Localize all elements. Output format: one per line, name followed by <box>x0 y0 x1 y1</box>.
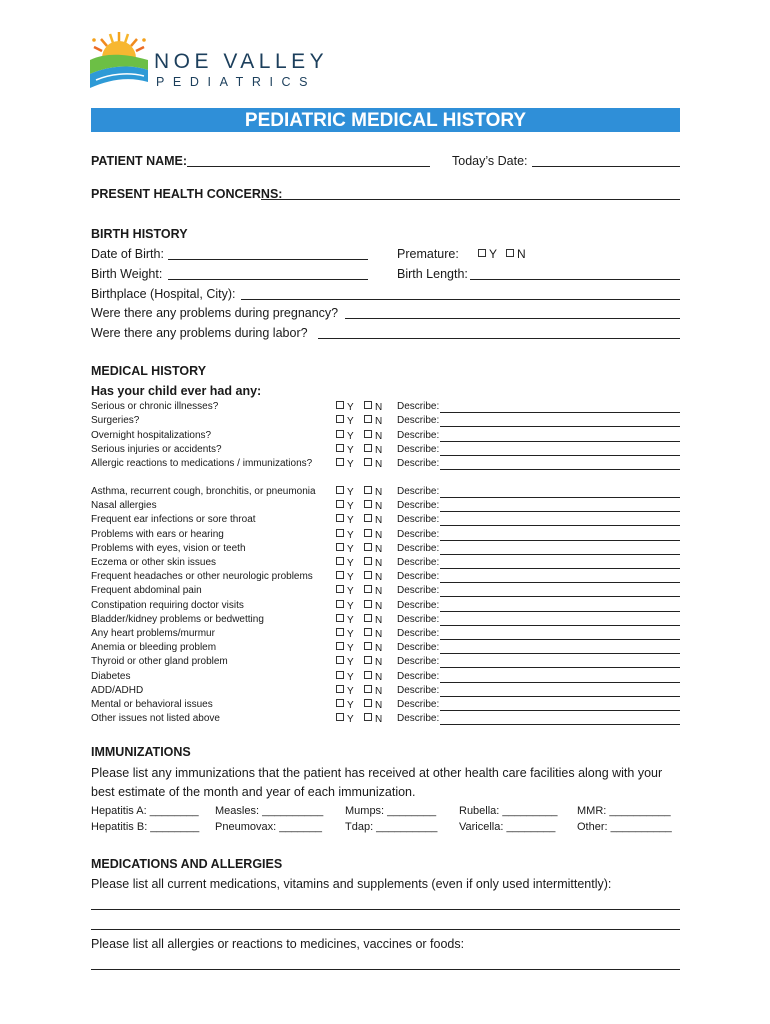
describe-field[interactable] <box>440 455 680 456</box>
immunization-field[interactable]: Measles: __________ <box>215 805 324 817</box>
premature-yes-checkbox[interactable]: Y <box>478 247 497 261</box>
immunization-field[interactable]: Hepatitis A: ________ <box>91 805 199 817</box>
checkbox-icon <box>336 671 344 679</box>
patient-name-field[interactable] <box>187 166 430 167</box>
describe-label: Describe: <box>397 642 440 654</box>
checkbox-icon <box>336 444 344 452</box>
immunization-field[interactable]: Pneumovax: _______ <box>215 821 323 833</box>
checkbox-icon <box>336 415 344 423</box>
yes-checkbox[interactable]: Y <box>336 699 354 711</box>
describe-field[interactable] <box>440 611 680 612</box>
allergies-line-1[interactable] <box>91 969 680 970</box>
condition-label: Allergic reactions to medications / immunizations? <box>91 458 313 470</box>
no-checkbox[interactable]: N <box>364 600 382 612</box>
describe-field[interactable] <box>440 540 680 541</box>
checkbox-icon <box>336 529 344 537</box>
condition-label: Frequent abdominal pain <box>91 585 202 597</box>
present-health-concerns-label: PRESENT HEALTH CONCERNS: <box>91 187 283 201</box>
no-checkbox[interactable]: N <box>364 500 382 512</box>
immunization-field[interactable]: Other: __________ <box>577 821 672 833</box>
checkbox-icon <box>478 249 486 257</box>
checkbox-icon <box>336 713 344 721</box>
describe-label: Describe: <box>397 628 440 639</box>
no-checkbox[interactable]: N <box>364 543 382 555</box>
checkbox-icon <box>506 249 514 257</box>
immunization-field[interactable]: Tdap: __________ <box>345 821 438 833</box>
describe-label: Describe: <box>397 613 440 625</box>
condition-label: Any heart problems/murmur <box>91 628 215 639</box>
medical-history-subheading: Has your child ever had any: <box>91 384 262 398</box>
yes-checkbox[interactable]: Y <box>336 628 354 640</box>
checkbox-icon <box>364 529 372 537</box>
describe-label: Describe: <box>397 415 440 427</box>
checkbox-icon <box>336 557 344 565</box>
describe-field[interactable] <box>440 639 680 640</box>
checkbox-icon <box>336 514 344 522</box>
medications-instructions: Please list all current medications, vitamins and supplements (even if only used intermittently): <box>91 877 612 891</box>
medications-line-1[interactable] <box>91 909 680 910</box>
no-checkbox[interactable]: N <box>364 529 382 541</box>
describe-field[interactable] <box>440 696 680 697</box>
no-checkbox[interactable]: N <box>364 671 382 683</box>
checkbox-icon <box>336 628 344 636</box>
checkbox-icon <box>364 671 372 679</box>
describe-field[interactable] <box>440 412 680 413</box>
birth-history-heading: BIRTH HISTORY <box>91 227 188 241</box>
describe-field[interactable] <box>440 582 680 583</box>
describe-label: Describe: <box>397 458 440 470</box>
checkbox-icon <box>364 600 372 608</box>
yes-checkbox[interactable]: Y <box>336 671 354 683</box>
yes-checkbox[interactable]: Y <box>336 514 354 526</box>
yes-checkbox[interactable]: Y <box>336 430 354 442</box>
checkbox-icon <box>364 500 372 508</box>
no-checkbox[interactable]: N <box>364 557 382 569</box>
checkbox-icon <box>364 713 372 721</box>
checkbox-icon <box>364 486 372 494</box>
describe-field[interactable] <box>440 724 680 725</box>
describe-field[interactable] <box>440 426 680 427</box>
yes-checkbox[interactable]: Y <box>336 486 354 498</box>
checkbox-icon <box>364 514 372 522</box>
describe-field[interactable] <box>440 568 680 569</box>
yes-checkbox[interactable]: Y <box>336 656 354 668</box>
describe-label: Describe: <box>397 443 440 455</box>
pregnancy-problems-field[interactable] <box>345 318 680 319</box>
condition-label: ADD/ADHD <box>91 684 144 696</box>
birth-length-label: Birth Length: <box>397 267 468 281</box>
no-checkbox[interactable]: N <box>364 614 382 626</box>
yes-checkbox[interactable]: Y <box>336 571 354 583</box>
no-checkbox[interactable]: N <box>364 514 382 526</box>
checkbox-icon <box>336 543 344 551</box>
condition-label: Bladder/kidney problems or bedwetting <box>91 613 264 625</box>
no-checkbox[interactable]: N <box>364 628 382 640</box>
yes-checkbox[interactable]: Y <box>336 713 354 725</box>
describe-label: Describe: <box>397 500 440 512</box>
logo-subtitle: PEDIATRICS <box>156 75 317 89</box>
checkbox-icon <box>336 458 344 466</box>
no-checkbox[interactable]: N <box>364 430 382 442</box>
checkbox-icon <box>336 656 344 664</box>
describe-label: Describe: <box>397 699 440 710</box>
describe-label: Describe: <box>397 585 440 597</box>
yes-checkbox[interactable]: Y <box>336 415 354 427</box>
checkbox-icon <box>336 500 344 508</box>
yes-checkbox[interactable]: Y <box>336 529 354 541</box>
checkbox-icon <box>364 685 372 693</box>
no-checkbox[interactable]: N <box>364 699 382 711</box>
page-title: PEDIATRIC MEDICAL HISTORY <box>91 108 680 132</box>
birth-weight-label: Birth Weight: <box>91 267 163 281</box>
yes-checkbox[interactable]: Y <box>336 500 354 512</box>
checkbox-icon <box>364 543 372 551</box>
checkbox-icon <box>336 614 344 622</box>
describe-label: Describe: <box>397 571 440 583</box>
checkbox-icon <box>364 699 372 707</box>
checkbox-icon <box>336 401 344 409</box>
condition-label: Other issues not listed above <box>91 713 220 725</box>
checkbox-icon <box>364 571 372 579</box>
no-checkbox[interactable]: N <box>364 444 382 456</box>
allergies-instructions: Please list all allergies or reactions to medicines, vaccines or foods: <box>91 937 465 951</box>
describe-label: Describe: <box>397 429 440 441</box>
no-checkbox[interactable]: N <box>364 458 382 470</box>
immunizations-instructions-2: best estimate of the month and year of each immunization. <box>91 785 416 799</box>
condition-label: Serious injuries or accidents? <box>91 443 222 455</box>
yes-checkbox[interactable]: Y <box>336 642 354 654</box>
no-checkbox[interactable]: N <box>364 685 382 697</box>
describe-field[interactable] <box>440 497 680 498</box>
describe-field[interactable] <box>440 710 680 711</box>
patient-name-label: PATIENT NAME: <box>91 154 188 168</box>
describe-label: Describe: <box>397 557 440 568</box>
immunizations-instructions-1: Please list any immunizations that the patient has received at other health care facilities along with your <box>91 766 663 780</box>
date-of-birth-label: Date of Birth: <box>91 247 164 261</box>
no-checkbox[interactable]: N <box>364 415 382 427</box>
describe-label: Describe: <box>397 514 440 526</box>
yes-checkbox[interactable]: Y <box>336 458 354 470</box>
todays-date-label: Today’s Date: <box>452 154 528 168</box>
date-of-birth-field[interactable] <box>168 259 368 260</box>
immunization-field[interactable]: Hepatitis B: ________ <box>91 821 200 833</box>
describe-field[interactable] <box>440 596 680 597</box>
describe-label: Describe: <box>397 684 440 696</box>
birth-weight-field[interactable] <box>168 279 368 280</box>
yes-checkbox[interactable]: Y <box>336 600 354 612</box>
checkbox-icon <box>364 585 372 593</box>
checkbox-icon <box>364 628 372 636</box>
yes-checkbox[interactable]: Y <box>336 401 354 413</box>
checkbox-icon <box>336 585 344 593</box>
checkbox-icon <box>364 557 372 565</box>
condition-label: Overnight hospitalizations? <box>91 429 212 441</box>
birthplace-field[interactable] <box>241 299 680 300</box>
birthplace-label: Birthplace (Hospital, City): <box>91 287 236 301</box>
condition-label: Mental or behavioral issues <box>91 699 213 710</box>
checkbox-icon <box>336 486 344 494</box>
checkbox-icon <box>364 430 372 438</box>
immunizations-heading: IMMUNIZATIONS <box>91 745 191 759</box>
immunization-field[interactable]: Varicella: ________ <box>459 821 556 833</box>
describe-label: Describe: <box>397 656 440 668</box>
describe-label: Describe: <box>397 670 440 682</box>
immunization-field[interactable]: Rubella: _________ <box>459 805 558 817</box>
pregnancy-problems-label: Were there any problems during pregnancy? <box>91 306 339 320</box>
no-checkbox[interactable]: N <box>364 585 382 597</box>
describe-field[interactable] <box>440 469 680 470</box>
no-checkbox[interactable]: N <box>364 656 382 668</box>
checkbox-icon <box>336 685 344 693</box>
describe-field[interactable] <box>440 625 680 626</box>
checkbox-icon <box>336 642 344 650</box>
checkbox-icon <box>364 656 372 664</box>
medications-line-2[interactable] <box>91 929 680 930</box>
premature-label: Premature: <box>397 247 459 261</box>
checkbox-icon <box>364 458 372 466</box>
describe-field[interactable] <box>440 511 680 512</box>
no-checkbox[interactable]: N <box>364 486 382 498</box>
yes-checkbox[interactable]: Y <box>336 585 354 597</box>
describe-field[interactable] <box>440 682 680 683</box>
describe-label: Describe: <box>397 486 440 497</box>
describe-field[interactable] <box>440 653 680 654</box>
describe-label: Describe: <box>397 401 440 412</box>
condition-label: Thyroid or other gland problem <box>91 656 228 668</box>
condition-label: Eczema or other skin issues <box>91 557 217 568</box>
medical-history-heading: MEDICAL HISTORY <box>91 364 207 378</box>
medications-heading: MEDICATIONS AND ALLERGIES <box>91 857 283 871</box>
present-health-concerns-field[interactable] <box>261 199 680 200</box>
yes-checkbox[interactable]: Y <box>336 557 354 569</box>
describe-field[interactable] <box>440 667 680 668</box>
checkbox-icon <box>364 444 372 452</box>
checkbox-icon <box>364 614 372 622</box>
birth-length-field[interactable] <box>470 279 680 280</box>
condition-label: Serious or chronic illnesses? <box>91 401 219 412</box>
checkbox-icon <box>364 401 372 409</box>
describe-field[interactable] <box>440 525 680 526</box>
describe-label: Describe: <box>397 713 440 725</box>
checkbox-icon <box>336 600 344 608</box>
yes-checkbox[interactable]: Y <box>336 614 354 626</box>
describe-label: Describe: <box>397 542 440 554</box>
condition-label: Surgeries? <box>91 415 140 427</box>
describe-label: Describe: <box>397 599 440 611</box>
checkbox-icon <box>364 415 372 423</box>
describe-label: Describe: <box>397 528 440 540</box>
labor-problems-field[interactable] <box>318 338 680 339</box>
describe-field[interactable] <box>440 441 680 442</box>
condition-label: Problems with ears or hearing <box>91 528 224 540</box>
condition-label: Frequent ear infections or sore throat <box>91 514 256 526</box>
noe-valley-logo <box>88 30 150 90</box>
checkbox-icon <box>336 430 344 438</box>
condition-label: Constipation requiring doctor visits <box>91 599 244 611</box>
condition-label: Nasal allergies <box>91 500 157 512</box>
condition-label: Frequent headaches or other neurologic problems <box>91 571 313 583</box>
no-checkbox[interactable]: N <box>364 401 382 413</box>
no-checkbox[interactable]: N <box>364 642 382 654</box>
describe-field[interactable] <box>440 554 680 555</box>
immunization-field[interactable]: MMR: __________ <box>577 805 671 817</box>
checkbox-icon <box>336 571 344 579</box>
immunization-field[interactable]: Mumps: ________ <box>345 805 437 817</box>
condition-label: Problems with eyes, vision or teeth <box>91 542 246 554</box>
checkbox-icon <box>336 699 344 707</box>
logo-title: NOE VALLEY <box>154 50 329 73</box>
yes-checkbox[interactable]: Y <box>336 685 354 697</box>
condition-label: Anemia or bleeding problem <box>91 642 217 654</box>
yes-checkbox[interactable]: Y <box>336 444 354 456</box>
labor-problems-label: Were there any problems during labor? <box>91 326 308 340</box>
checkbox-icon <box>364 642 372 650</box>
condition-label: Diabetes <box>91 670 131 682</box>
condition-label: Asthma, recurrent cough, bronchitis, or pneumonia <box>91 486 316 497</box>
todays-date-field[interactable] <box>532 166 680 167</box>
no-checkbox[interactable]: N <box>364 713 382 725</box>
yes-checkbox[interactable]: Y <box>336 543 354 555</box>
no-checkbox[interactable]: N <box>364 571 382 583</box>
premature-no-checkbox[interactable]: N <box>506 247 526 261</box>
